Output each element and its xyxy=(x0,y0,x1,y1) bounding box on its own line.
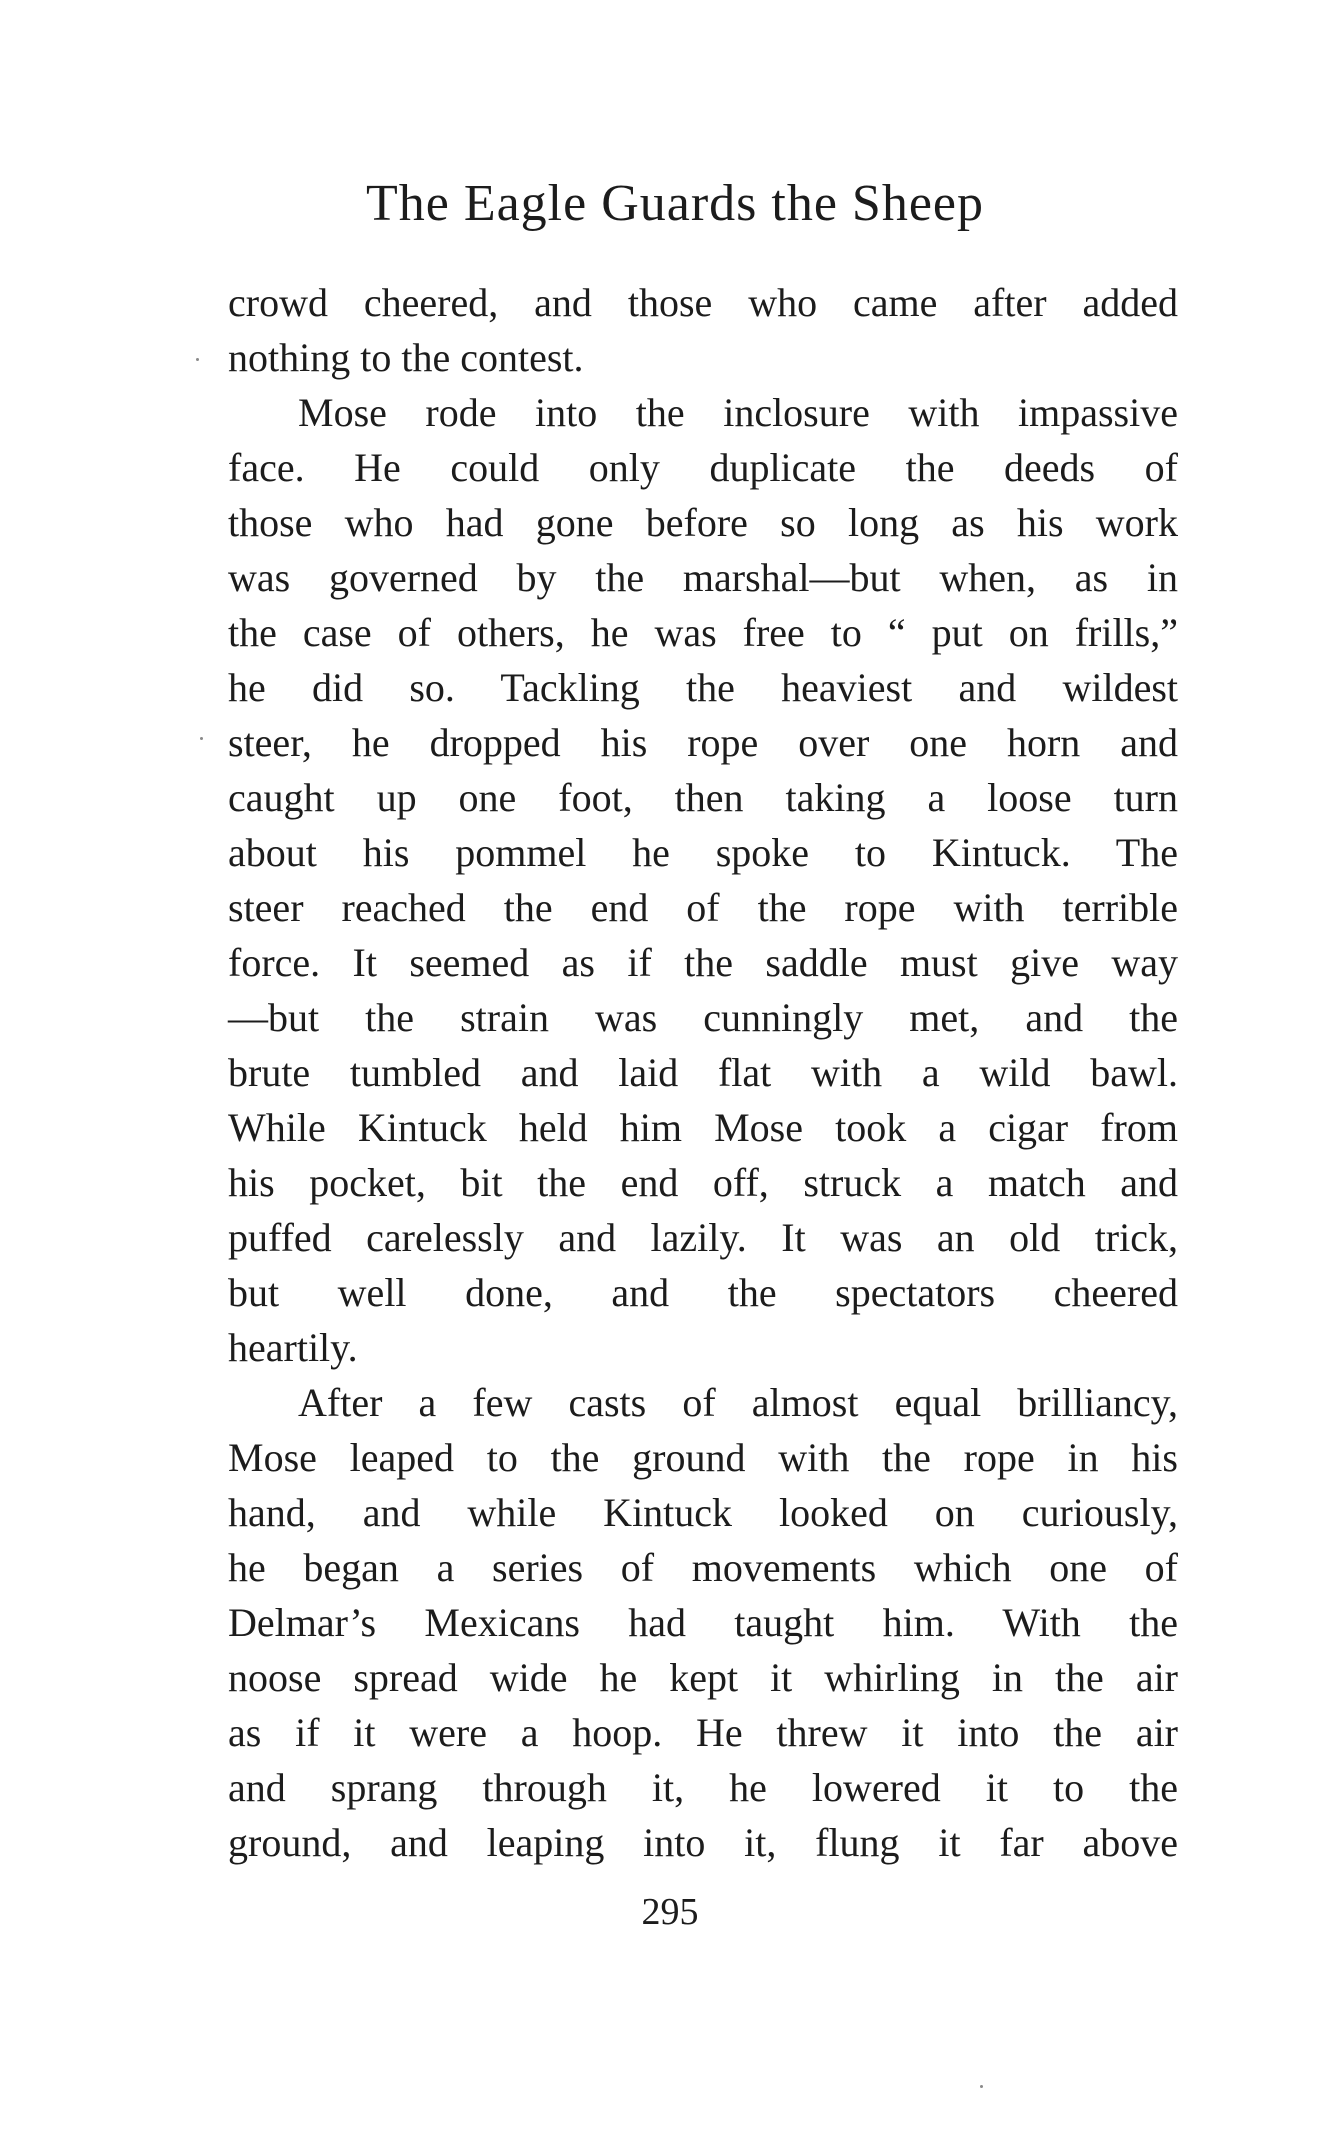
text-line: the case of others, he was free to “ put on frills,” xyxy=(228,610,1178,655)
text-line: hand, and while Kintuck looked on curiously, xyxy=(228,1490,1178,1535)
text-line: face. He could only duplicate the deeds of xyxy=(228,445,1178,490)
text-line: noose spread wide he kept it whirling in the air xyxy=(228,1655,1178,1700)
text-line: steer reached the end of the rope with terrible xyxy=(228,885,1178,930)
text-line: ground, and leaping into it, flung it far above xyxy=(228,1820,1178,1865)
text-line: he did so. Tackling the heaviest and wildest xyxy=(228,665,1178,710)
text-line: caught up one foot, then taking a loose turn xyxy=(228,775,1178,820)
text-line: and sprang through it, he lowered it to the xyxy=(228,1765,1178,1810)
text-line: brute tumbled and laid flat with a wild bawl. xyxy=(228,1050,1178,1095)
text-line: steer, he dropped his rope over one horn and xyxy=(228,720,1178,765)
text-line: crowd cheered, and those who came after added xyxy=(228,280,1178,325)
page-number: 295 xyxy=(641,1891,699,1933)
text-line: but well done, and the spectators cheered xyxy=(228,1270,1178,1315)
text-line: Mose leaped to the ground with the rope in his xyxy=(228,1435,1178,1480)
scan-speck xyxy=(980,2085,983,2088)
text-line: about his pommel he spoke to Kintuck. The xyxy=(228,830,1178,875)
text-line: While Kintuck held him Mose took a cigar from xyxy=(228,1105,1178,1150)
text-line: his pocket, bit the end off, struck a match and xyxy=(228,1160,1178,1205)
text-line: Mose rode into the inclosure with impassive xyxy=(298,390,1178,435)
running-head: The Eagle Guards the Sheep xyxy=(365,175,984,232)
text-line: puffed carelessly and lazily. It was an old trick, xyxy=(228,1215,1178,1260)
text-line: nothing to the contest. xyxy=(228,335,584,380)
text-line: Delmar’s Mexicans had taught him. With the xyxy=(228,1600,1178,1645)
text-line: he began a series of movements which one of xyxy=(228,1545,1178,1590)
text-line: —but the strain was cunningly met, and the xyxy=(228,995,1178,1040)
text-line: force. It seemed as if the saddle must give way xyxy=(228,940,1178,985)
text-line: as if it were a hoop. He threw it into the air xyxy=(228,1710,1178,1755)
body-text xyxy=(228,275,1178,1870)
text-line: After a few casts of almost equal brilliancy, xyxy=(298,1380,1178,1425)
scan-speck xyxy=(196,358,199,361)
scan-speck xyxy=(200,737,203,740)
text-line: heartily. xyxy=(228,1325,358,1370)
text-line: was governed by the marshal—but when, as in xyxy=(228,555,1178,600)
text-line: those who had gone before so long as his work xyxy=(228,500,1178,545)
